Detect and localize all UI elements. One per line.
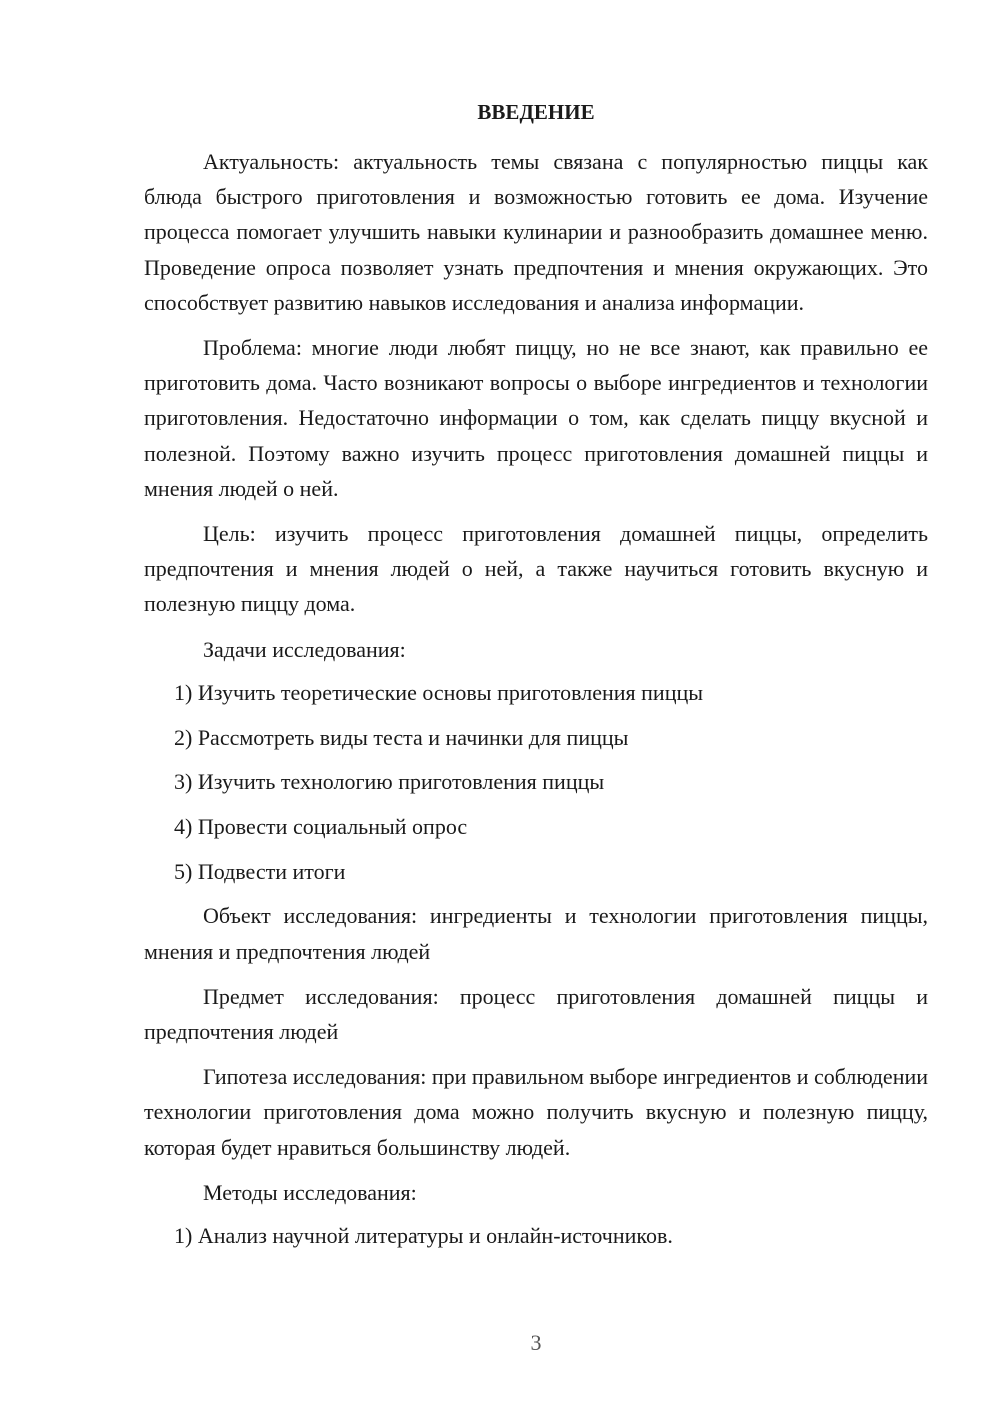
task-item: 1) Изучить теоретические основы приготовления пиццы [174, 679, 704, 705]
goal-paragraph: Цель: изучить процесс приготовления домашней пиццы, определить предпочтения и мнения людей о ней, а также научиться готовить вкусную и полезную пиццу дома. [144, 521, 928, 617]
task-item: 2) Рассмотреть виды теста и начинки для пиццы [174, 724, 629, 750]
page-title: ВВЕДЕНИЕ [477, 100, 595, 124]
task-item: 4) Провести социальный опрос [174, 813, 468, 839]
page-number: 3 [530, 1330, 542, 1355]
methods-heading: Методы исследования: [203, 1179, 417, 1205]
task-item: 3) Изучить технологию приготовления пиццы [174, 769, 605, 795]
problem-paragraph: Проблема: многие люди любят пиццу, но не все знают, как правильно ее приготовить дома. Часто возникают вопросы о выборе ингредиентов и технологии приготовления. Недостаточно информации о том, как сделать пиццу вкусной и полезной. Поэтому важно изучить процесс приготовления домашней пиццы и мнения людей о ней. [144, 335, 928, 501]
document-page [144, 90, 928, 1263]
task-item: 5) Подвести итоги [174, 858, 346, 884]
method-item: 1) Анализ научной литературы и онлайн-источников. [174, 1222, 673, 1248]
tasks-heading: Задачи исследования: [203, 636, 406, 662]
subject-paragraph: Предмет исследования: процесс приготовления домашней пиццы и предпочтения людей [144, 983, 928, 1044]
hypothesis-paragraph: Гипотеза исследования: при правильном выборе ингредиентов и соблюдении технологии приготовления дома можно получить вкусную и полезную пиццу, которая будет нравиться большинству людей. [144, 1064, 929, 1160]
relevance-paragraph: Актуальность: актуальность темы связана с популярностью пиццы как блюда быстрого приготовления и возможностью готовить ее дома. Изучение процесса помогает улучшить навыки кулинарии и разнообразить домашнее меню. Проведение опроса позволяет узнать предпочтения и мнения окружающих. Это способствует развитию навыков исследования и анализа информации. [144, 149, 928, 315]
object-paragraph: Объект исследования: ингредиенты и технологии приготовления пиццы, мнения и предпочтения людей [144, 903, 928, 964]
